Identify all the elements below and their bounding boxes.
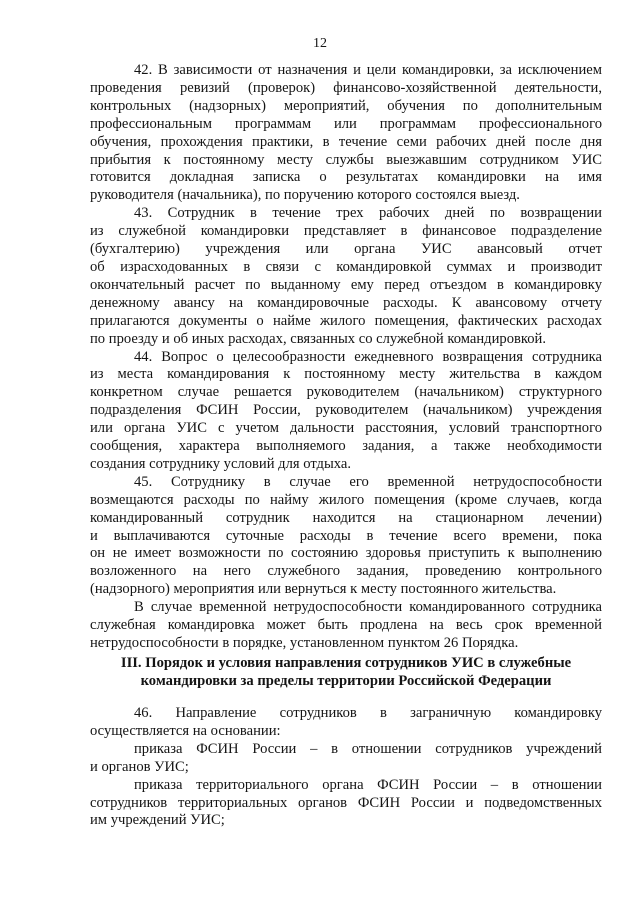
text-line: 43. Сотрудник в течение трех рабочих дней по возвращении: [134, 205, 602, 222]
text-line: он не имеет возможности по состоянию здоровья приступить к выполнению: [90, 545, 602, 562]
text-line: прибытия к постоянному месту службы выезжавшим сотрудником УИС: [90, 151, 602, 168]
text-line: и органов УИС;: [90, 758, 189, 775]
text-line: проведения ревизий (проверок) финансово-хозяйственной деятельности,: [90, 79, 602, 96]
section-heading-line: III. Порядок и условия направления сотрудников УИС в служебные: [120, 655, 572, 671]
text-line: нетрудоспособности в порядке, установленном пунктом 26 Порядка.: [90, 635, 519, 651]
section-heading-line: командировки за пределы территории Российской Федерации: [140, 673, 552, 689]
text-line: осуществляется на основании:: [90, 722, 281, 739]
text-line: (надзорного) мероприятия или вернуться к месту постоянного жительства.: [90, 581, 557, 598]
text-line: из места командирования к постоянному месту жительства в каждом: [90, 366, 602, 383]
text-line: подразделения ФСИН России, руководителем (начальником) учреждения: [90, 402, 602, 419]
page-number: 12: [313, 36, 327, 51]
text-line: или органа УИС с учетом дальности расстояния, условий транспортного: [90, 420, 602, 437]
text-line: об израсходованных в связи с командировкой суммах и производит: [90, 258, 602, 275]
text-line: по проезду и об иных расходах, связанных со служебной командировкой.: [90, 330, 546, 347]
text-line: обучения, прохождения практики, в течение семи рабочих дней после дня: [90, 133, 602, 150]
text-line: 44. Вопрос о целесообразности ежедневного возвращения сотрудника: [134, 348, 602, 365]
text-line: готовится докладная записка о результатах командировки на имя: [90, 169, 602, 186]
text-line: В случае временной нетрудоспособности командированного сотрудника: [134, 599, 602, 616]
text-line: руководителя (начальника), по поручению которого состоялся выезд.: [90, 187, 520, 204]
text-line: окончательный расчет по выданному ему перед отъездом в командировку: [90, 276, 602, 293]
text-line: возмещаются расходы по найму жилого помещения (кроме случаев, когда: [90, 491, 602, 508]
text-line: приказа территориального органа ФСИН России – в отношении: [134, 776, 602, 793]
text-line: 45. Сотруднику в случае его временной нетрудоспособности: [134, 473, 602, 490]
body-text-section-1: [90, 62, 602, 653]
text-line: командированный сотрудник находится на стационарном лечении): [90, 509, 602, 526]
text-line: конкретном случае решается руководителем (начальником) структурного: [90, 384, 602, 401]
body-text-section-2: [90, 705, 602, 830]
text-line: из служебной командировки представляет в финансовое подразделение: [90, 223, 602, 240]
text-line: служебная командировка может быть продлена на весь срок временной: [90, 617, 602, 634]
text-line: (бухгалтерию) учреждения или органа УИС авансовый отчет: [90, 241, 602, 258]
section-heading: [96, 654, 596, 690]
text-line: контрольных (надзорных) мероприятий, обучения по дополнительным: [90, 97, 602, 114]
text-line: и выплачиваются суточные расходы в течение всего времени, пока: [90, 527, 602, 544]
text-line: сообщения, характера выполняемого задания, а также необходимости: [90, 438, 602, 455]
text-line: приказа ФСИН России – в отношении сотрудников учреждений: [134, 740, 602, 757]
text-line: создания сотруднику условий для отдыха.: [90, 455, 351, 472]
text-line: денежному авансу на командировочные расходы. К авансовому отчету: [90, 294, 602, 311]
text-line: прилагаются документы о найме жилого помещения, фактических расходах: [90, 312, 602, 329]
text-line: 42. В зависимости от назначения и цели командировки, за исключением: [134, 62, 602, 78]
text-line: возложенного на него служебного задания, проведению контрольного: [90, 563, 602, 580]
text-line: профессиональным программам или программам профессионального: [90, 115, 602, 132]
text-line: сотрудников территориальных органов ФСИН России и подведомственных: [90, 794, 602, 811]
text-line: 46. Направление сотрудников в заграничную командировку: [134, 705, 602, 721]
text-line: им учреждений УИС;: [90, 812, 225, 829]
